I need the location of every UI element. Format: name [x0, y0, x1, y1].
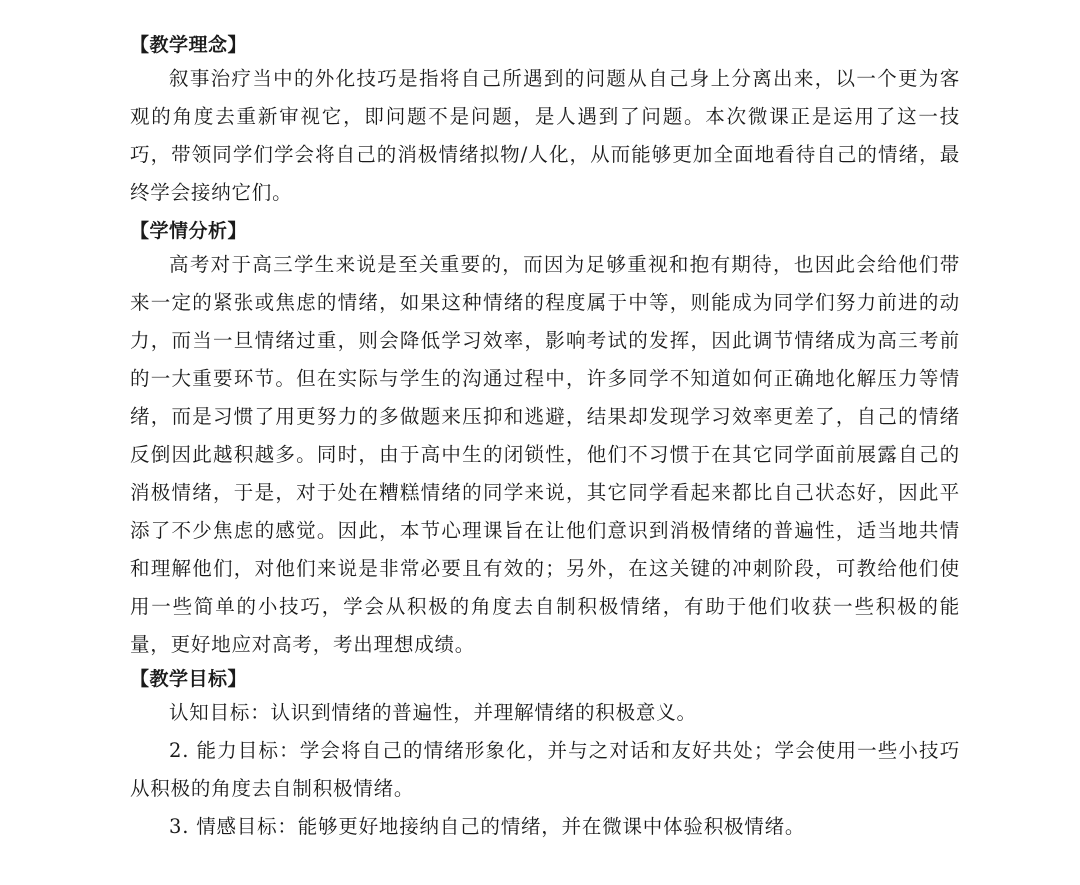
goal-cognitive: 认知目标：认识到情绪的普遍性，并理解情绪的积极意义。 — [169, 701, 697, 724]
section-learning-analysis — [130, 216, 960, 664]
goal-ability: 2. 能力目标：学会将自己的情绪形象化，并与之对话和友好共处；学会使用一些小技巧从积极的角度去自制积极情绪。 — [130, 739, 960, 800]
paragraph-learning-analysis: 高考对于高三学生来说是至关重要的，而因为足够重视和抱有期待，也因此会给他们带来一定的紧张或焦虑的情绪，如果这种情绪的程度属于中等，则能成为同学们努力前进的动力，而当一旦情绪过重，则会降低学习效率，影响考试的发挥，因此调节情绪成为高三考前的一大重要环节。但在实际与学生的沟通过程中，许多同学不知道如何正确地化解压力等情绪，而是习惯了用更努力的多做题来压抑和逃避，结果却发现学习效率更差了，自己的情绪反倒因此越积越多。同时，由于高中生的闭锁性，他们不习惯于在其它同学面前展露自己的消极情绪，于是，对于处在糟糕情绪的同学来说，其它同学看起来都比自己状态好，因此平添了不少焦虑的感觉。因此，本节心理课旨在让他们意识到消极情绪的普遍性，适当地共情和理解他们，对他们来说是非常必要且有效的；另外，在这关键的冲刺阶段，可教给他们使用一些简单的小技巧，学会从积极的角度去自制积极情绪，有助于他们收获一些积极的能量，更好地应对高考，考出理想成绩。 — [130, 253, 960, 656]
document-page — [130, 30, 960, 846]
paragraph-teaching-philosophy: 叙事治疗当中的外化技巧是指将自己所遇到的问题从自己身上分离出来，以一个更为客观的角度去重新审视它，即问题不是问题，是人遇到了问题。本次微课正是运用了这一技巧，带领同学们学会将自己的消极情绪拟物/人化，从而能够更加全面地看待自己的情绪，最终学会接纳它们。 — [130, 67, 960, 204]
section-teaching-goals — [130, 664, 960, 846]
section-teaching-philosophy — [130, 30, 960, 212]
goal-emotional: 3. 情感目标：能够更好地接纳自己的情绪，并在微课中体验积极情绪。 — [169, 815, 806, 838]
section-title-teaching-goals: 【教学目标】 — [130, 668, 248, 690]
section-title-learning-analysis: 【学情分析】 — [130, 220, 248, 242]
section-title-teaching-philosophy: 【教学理念】 — [130, 34, 248, 56]
